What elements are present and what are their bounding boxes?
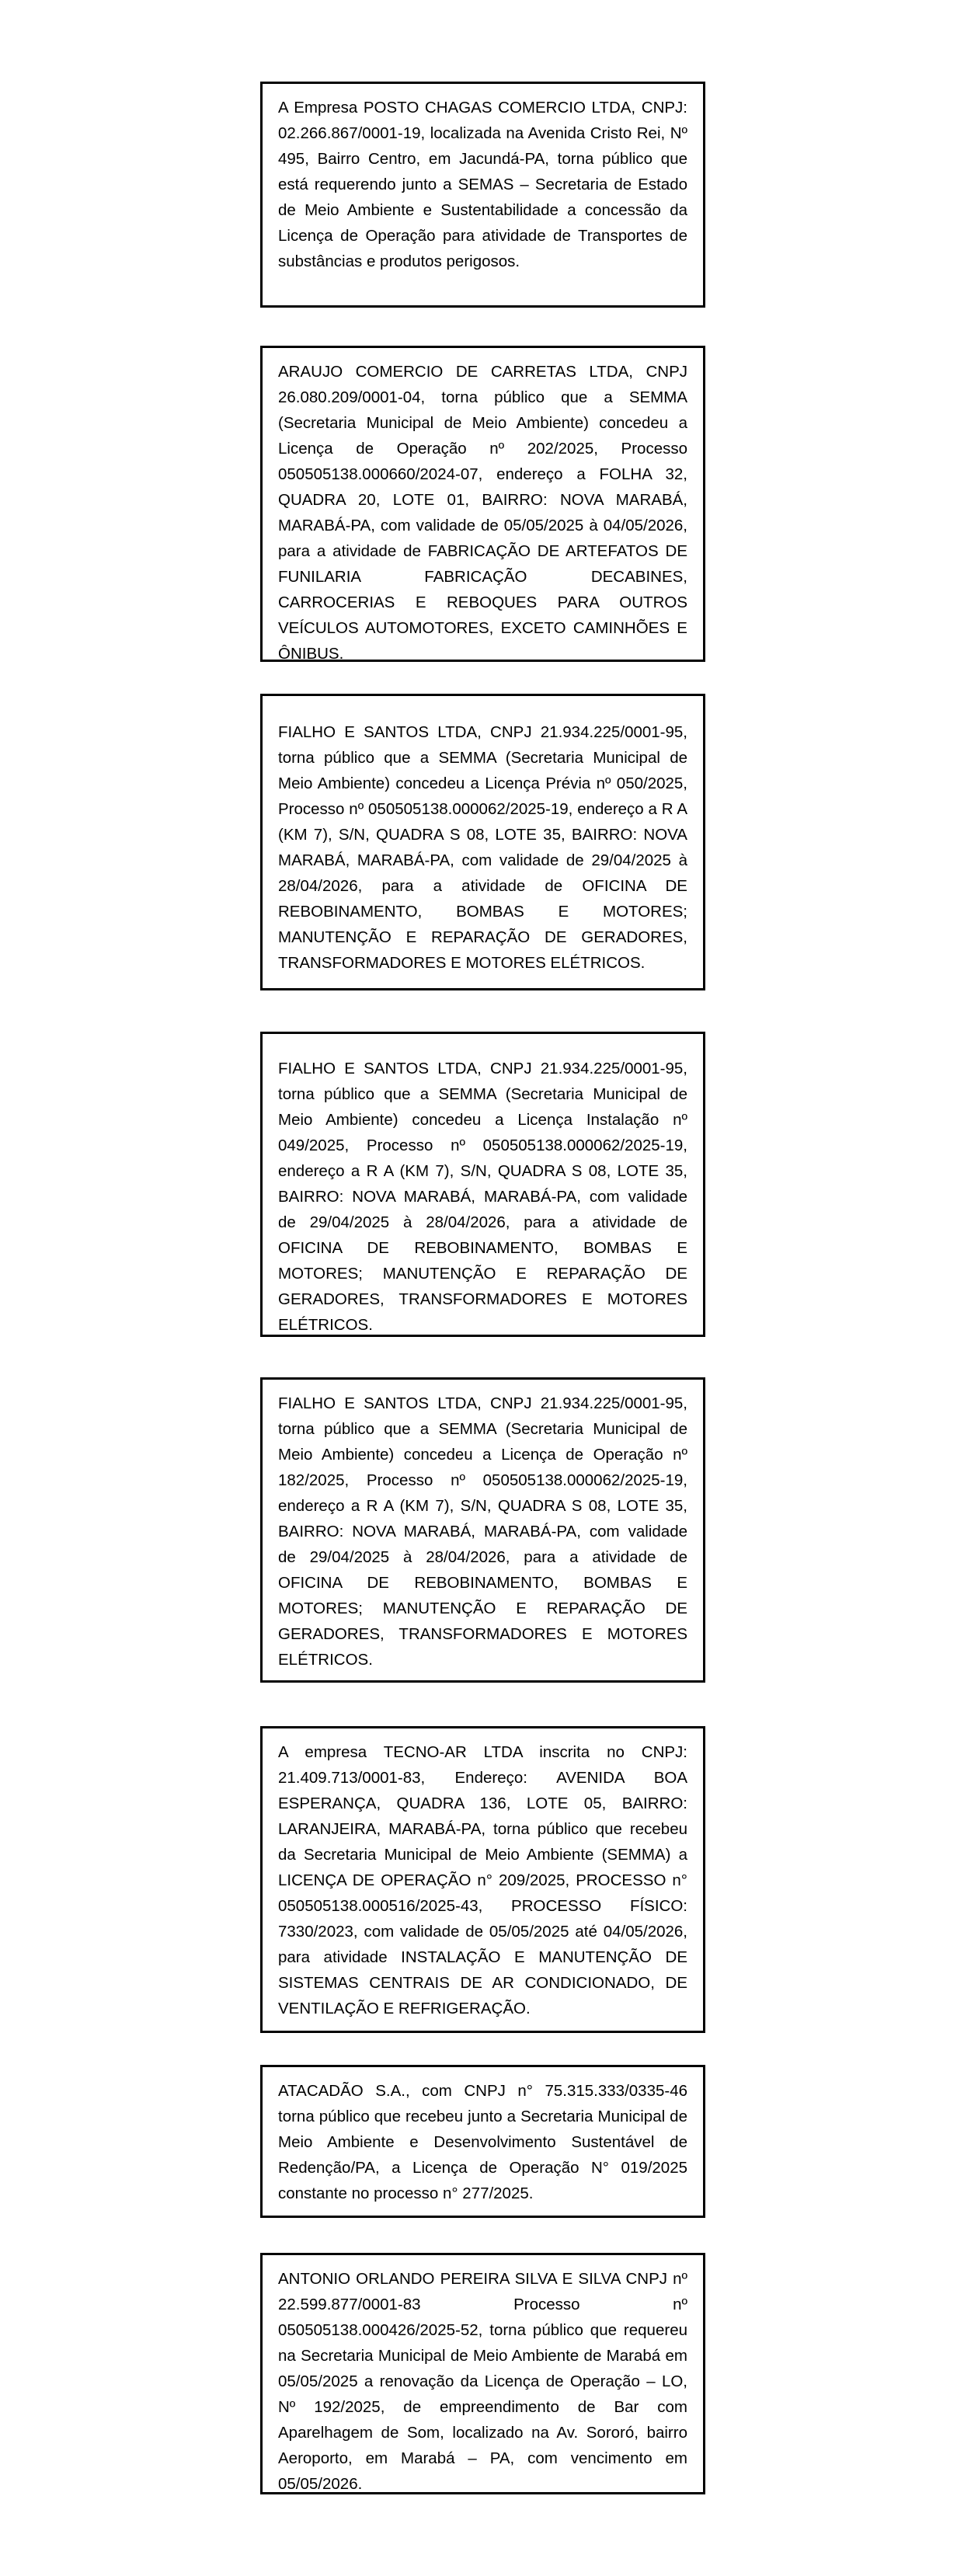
notice-text: FIALHO E SANTOS LTDA, CNPJ 21.934.225/0001-95, torna público que a SEMMA (Secretaria Municipal de Meio Ambiente) concedeu a Licença Instalação nº 049/2025, Processo nº 050505138.000062/2025-19, endereço a R A (KM 7), S/N, QUADRA S 08, LOTE 35, BAIRRO: NOVA MARABÁ, MARABÁ-PA, com validade de 29/04/2025 à 28/04/2026, para a atividade de OFICINA DE REBOBINAMENTO, BOMBAS E MOTORES; MANUTENÇÃO E REPARAÇÃO DE GERADORES, TRANSFORMADORES E MOTORES ELÉTRICOS. bbox=[278, 1060, 687, 1334]
notice-text: FIALHO E SANTOS LTDA, CNPJ 21.934.225/0001-95, torna público que a SEMMA (Secretaria Municipal de Meio Ambiente) concedeu a Licença Prévia nº 050/2025, Processo nº 050505138.000062/2025-19, endereço a R A (KM 7), S/N, QUADRA S 08, LOTE 35, BAIRRO: NOVA MARABÁ, MARABÁ-PA, com validade de 29/04/2025 à 28/04/2026, para a atividade de OFICINA DE REBOBINAMENTO, BOMBAS E MOTORES; MANUTENÇÃO E REPARAÇÃO DE GERADORES, TRANSFORMADORES E MOTORES ELÉTRICOS. bbox=[278, 723, 687, 972]
notice-text: ARAUJO COMERCIO DE CARRETAS LTDA, CNPJ 26.080.209/0001-04, torna público que a SEMMA (Secretaria Municipal de Meio Ambiente) concedeu a Licença de Operação nº 202/2025, Processo 050505138.000660/2024-07, endereço a FOLHA 32, QUADRA 20, LOTE 01, BAIRRO: NOVA MARABÁ, MARABÁ-PA, com validade de 05/05/2025 à 04/05/2026, para a atividade de FABRICAÇÃO DE ARTEFATOS DE FUNILARIA FABRICAÇÃO DECABINES, CARROCERIAS E REBOQUES PARA OUTROS VEÍCULOS AUTOMOTORES, EXCETO CAMINHÕES E ÔNIBUS. bbox=[278, 363, 687, 663]
notice-text: ANTONIO ORLANDO PEREIRA SILVA E SILVA CNPJ nº 22.599.877/0001-83 Processo nº 050505138.000426/2025-52, torna público que requereu na Secretaria Municipal de Meio Ambiente de Marabá em 05/05/2025 a renovação da Licença de Operação – LO, Nº 192/2025, de empreendimento de Bar com Aparelhagem de Som, localizado na Av. Sororó, bairro Aeroporto, em Marabá – PA, com vencimento em 05/05/2026. bbox=[278, 2270, 687, 2493]
notice-box-7 bbox=[260, 2065, 705, 2218]
notice-box-3 bbox=[260, 694, 705, 990]
notice-box-8 bbox=[260, 2253, 705, 2494]
notice-box-2 bbox=[260, 346, 705, 662]
notice-text: FIALHO E SANTOS LTDA, CNPJ 21.934.225/0001-95, torna público que a SEMMA (Secretaria Municipal de Meio Ambiente) concedeu a Licença de Operação nº 182/2025, Processo nº 050505138.000062/2025-19, endereço a R A (KM 7), S/N, QUADRA S 08, LOTE 35, BAIRRO: NOVA MARABÁ, MARABÁ-PA, com validade de 29/04/2025 à 28/04/2026, para a atividade de OFICINA DE REBOBINAMENTO, BOMBAS E MOTORES; MANUTENÇÃO E REPARAÇÃO DE GERADORES, TRANSFORMADORES E MOTORES ELÉTRICOS. bbox=[278, 1394, 687, 1669]
notice-box-1 bbox=[260, 82, 705, 308]
notice-box-6 bbox=[260, 1726, 705, 2033]
notice-text: A Empresa POSTO CHAGAS COMERCIO LTDA, CNPJ: 02.266.867/0001-19, localizada na Avenida Cristo Rei, Nº 495, Bairro Centro, em Jacundá-PA, torna público que está requerendo junto a SEMAS – Secretaria de Estado de Meio Ambiente e Sustentabilidade a concessão da Licença de Operação para atividade de Transportes de substâncias e produtos perigosos. bbox=[278, 99, 687, 270]
notice-text: A empresa TECNO-AR LTDA inscrita no CNPJ: 21.409.713/0001-83, Endereço: AVENIDA BOA ESPERANÇA, QUADRA 136, LOTE 05, BAIRRO: LARANJEIRA, MARABÁ-PA, torna público que recebeu da Secretaria Municipal de Meio Ambiente (SEMMA) a LICENÇA DE OPERAÇÃO n° 209/2025, PROCESSO n° 050505138.000516/2025-43, PROCESSO FÍSICO: 7330/2023, com validade de 05/05/2025 até 04/05/2026, para atividade INSTALAÇÃO E MANUTENÇÃO DE SISTEMAS CENTRAIS DE AR CONDICIONADO, DE VENTILAÇÃO E REFRIGERAÇÃO. bbox=[278, 1743, 687, 2017]
notice-box-4 bbox=[260, 1032, 705, 1337]
notice-text: ATACADÃO S.A., com CNPJ n° 75.315.333/0335-46 torna público que recebeu junto a Secretaria Municipal de Meio Ambiente e Desenvolvimento Sustentável de Redenção/PA, a Licença de Operação N° 019/2025 constante no processo n° 277/2025. bbox=[278, 2082, 687, 2202]
notice-box-5 bbox=[260, 1377, 705, 1683]
